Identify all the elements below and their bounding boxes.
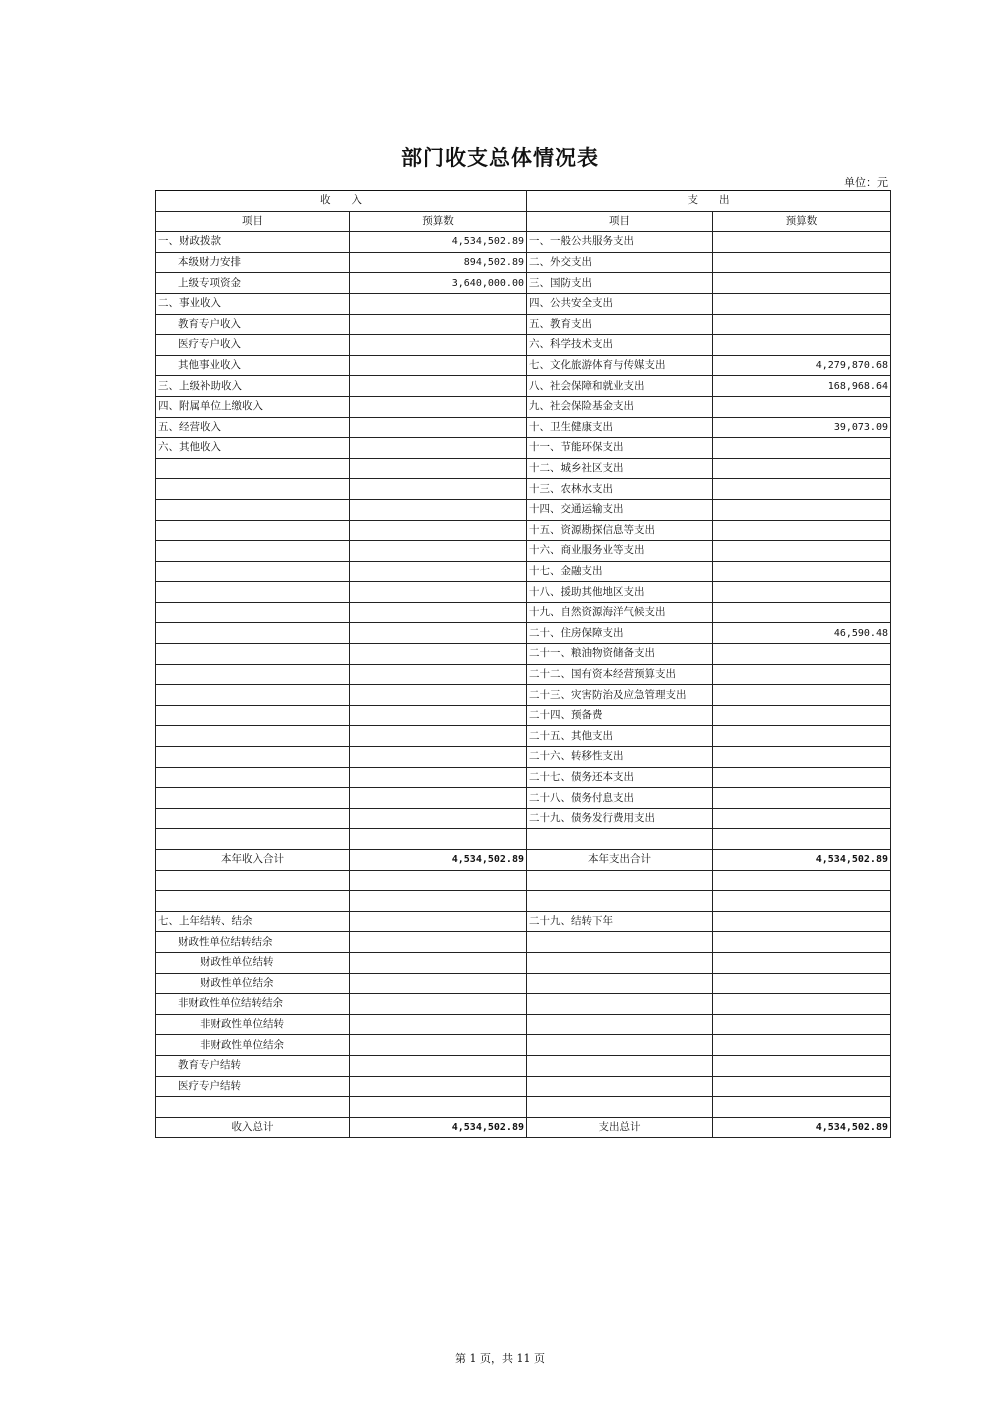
- income-budget-cell: [350, 1035, 527, 1056]
- table-row: [156, 438, 891, 459]
- page-title: 部门收支总体情况表: [401, 146, 599, 170]
- table-row: [156, 973, 891, 994]
- income-budget-cell: [350, 499, 527, 520]
- table-row: [156, 747, 891, 768]
- expense-item-cell: [527, 891, 713, 912]
- table-row: [156, 520, 891, 541]
- income-budget-cell: [350, 623, 527, 644]
- expense-item-cell: [527, 1055, 713, 1076]
- income-item-cell: 医疗专户收入: [156, 335, 350, 356]
- income-item-cell: [156, 808, 350, 829]
- income-item-cell: [156, 541, 350, 562]
- income-item-cell: [156, 891, 350, 912]
- expense-item-cell: [527, 1035, 713, 1056]
- income-item-cell: 教育专户结转: [156, 1055, 350, 1076]
- income-budget-cell: [350, 685, 527, 706]
- table-row: [156, 664, 891, 685]
- table-row: [156, 499, 891, 520]
- table-body: [156, 232, 891, 1138]
- income-budget-cell: [350, 808, 527, 829]
- table-row: [156, 644, 891, 665]
- income-budget-cell: [350, 602, 527, 623]
- income-budget-cell: [350, 417, 527, 438]
- table-row: [156, 376, 891, 397]
- expense-item-cell: 十、卫生健康支出: [527, 417, 713, 438]
- income-item-cell: [156, 602, 350, 623]
- table-row: [156, 726, 891, 747]
- income-item-cell: 二、事业收入: [156, 293, 350, 314]
- table-row: [156, 994, 891, 1015]
- expense-item-cell: 十八、援助其他地区支出: [527, 582, 713, 603]
- expense-item-cell: [527, 829, 713, 850]
- expense-budget-cell: 4,534,502.89: [713, 850, 891, 871]
- income-item-cell: 五、经营收入: [156, 417, 350, 438]
- income-item-cell: [156, 747, 350, 768]
- income-budget-cell: [350, 582, 527, 603]
- income-item-cell: [156, 685, 350, 706]
- income-item-cell: [156, 582, 350, 603]
- table-row: [156, 1097, 891, 1118]
- expense-item-cell: 二十三、灾害防治及应急管理支出: [527, 685, 713, 706]
- income-budget-cell: [350, 293, 527, 314]
- expense-budget-cell: [713, 994, 891, 1015]
- income-item-cell: [156, 705, 350, 726]
- income-item-cell: 六、其他收入: [156, 438, 350, 459]
- income-budget-cell: [350, 911, 527, 932]
- table-row: [156, 293, 891, 314]
- expense-item-cell: [527, 1076, 713, 1097]
- expense-item-cell: 二十、住房保障支出: [527, 623, 713, 644]
- expense-budget-cell: 4,279,870.68: [713, 355, 891, 376]
- income-item-cell: [156, 726, 350, 747]
- table-row: [156, 355, 891, 376]
- table-row: [156, 808, 891, 829]
- expense-item-header: 项目: [527, 211, 713, 232]
- expense-item-cell: 六、科学技术支出: [527, 335, 713, 356]
- income-item-cell: [156, 561, 350, 582]
- income-item-cell: [156, 623, 350, 644]
- expense-item-cell: 十七、金融支出: [527, 561, 713, 582]
- budget-table: [155, 190, 891, 1138]
- income-item-cell: 本级财力安排: [156, 252, 350, 273]
- income-budget-cell: 3,640,000.00: [350, 273, 527, 294]
- table-row: [156, 952, 891, 973]
- income-budget-cell: [350, 376, 527, 397]
- income-item-cell: [156, 458, 350, 479]
- expense-item-cell: 二十九、结转下年: [527, 911, 713, 932]
- expense-budget-cell: [713, 602, 891, 623]
- income-budget-cell: [350, 396, 527, 417]
- expense-budget-cell: [713, 499, 891, 520]
- expense-item-cell: 二十六、转移性支出: [527, 747, 713, 768]
- expense-item-cell: [527, 870, 713, 891]
- expense-item-cell: 十五、资源勘探信息等支出: [527, 520, 713, 541]
- table-row: [156, 1076, 891, 1097]
- table-row: [156, 335, 891, 356]
- expense-item-cell: 一、一般公共服务支出: [527, 232, 713, 253]
- table-row: [156, 273, 891, 294]
- expense-budget-cell: [713, 664, 891, 685]
- expense-budget-cell: [713, 1035, 891, 1056]
- income-budget-cell: [350, 355, 527, 376]
- expense-item-cell: 二十九、债务发行费用支出: [527, 808, 713, 829]
- expense-budget-cell: [713, 458, 891, 479]
- table-row: [156, 870, 891, 891]
- group-header-row: [156, 191, 891, 212]
- income-budget-cell: [350, 561, 527, 582]
- table-row: [156, 252, 891, 273]
- income-budget-cell: [350, 664, 527, 685]
- income-item-cell: 上级专项资金: [156, 273, 350, 294]
- expense-item-cell: 九、社会保险基金支出: [527, 396, 713, 417]
- expense-item-cell: [527, 1014, 713, 1035]
- income-budget-cell: [350, 747, 527, 768]
- income-budget-cell: [350, 1055, 527, 1076]
- income-item-cell: [156, 1097, 350, 1118]
- income-budget-cell: [350, 1014, 527, 1035]
- expense-item-cell: [527, 952, 713, 973]
- income-item-cell: [156, 664, 350, 685]
- expense-item-cell: 十六、商业服务业等支出: [527, 541, 713, 562]
- income-budget-cell: 4,534,502.89: [350, 232, 527, 253]
- expense-item-cell: 二十四、预备费: [527, 705, 713, 726]
- expense-item-cell: 十三、农林水支出: [527, 479, 713, 500]
- table-row: [156, 1035, 891, 1056]
- column-header-row: [156, 211, 891, 232]
- table-row: [156, 417, 891, 438]
- income-budget-cell: [350, 644, 527, 665]
- unit-label: 单位：元: [844, 176, 888, 189]
- table-row: [156, 767, 891, 788]
- expense-budget-cell: [713, 520, 891, 541]
- table-row: [156, 911, 891, 932]
- expense-item-cell: 二十一、粮油物资储备支出: [527, 644, 713, 665]
- table-row: [156, 829, 891, 850]
- expense-budget-cell: [713, 1097, 891, 1118]
- income-item-cell: 本年收入合计: [156, 850, 350, 871]
- expense-item-cell: 本年支出合计: [527, 850, 713, 871]
- expense-budget-cell: [713, 808, 891, 829]
- income-budget-cell: 4,534,502.89: [350, 850, 527, 871]
- income-item-cell: 非财政性单位结转: [156, 1014, 350, 1035]
- table-row: [156, 1014, 891, 1035]
- expense-budget-cell: [713, 252, 891, 273]
- expense-item-cell: 二、外交支出: [527, 252, 713, 273]
- table-row: [156, 561, 891, 582]
- expense-budget-cell: [713, 293, 891, 314]
- expense-budget-cell: [713, 273, 891, 294]
- total-row: [156, 850, 891, 871]
- expense-budget-cell: [713, 870, 891, 891]
- table-row: [156, 623, 891, 644]
- expense-item-cell: [527, 932, 713, 953]
- income-item-cell: [156, 499, 350, 520]
- table-row: [156, 602, 891, 623]
- income-budget-cell: [350, 705, 527, 726]
- income-item-cell: 七、上年结转、结余: [156, 911, 350, 932]
- expense-item-cell: [527, 994, 713, 1015]
- expense-budget-cell: [713, 788, 891, 809]
- expense-group-header: 支 出: [527, 191, 891, 212]
- expense-budget-header: 预算数: [713, 211, 891, 232]
- income-item-cell: 非财政性单位结余: [156, 1035, 350, 1056]
- table-row: [156, 932, 891, 953]
- table-row: [156, 458, 891, 479]
- income-budget-cell: [350, 994, 527, 1015]
- income-item-cell: [156, 829, 350, 850]
- expense-budget-cell: [713, 726, 891, 747]
- table-row: [156, 582, 891, 603]
- expense-budget-cell: 39,073.09: [713, 417, 891, 438]
- income-item-cell: [156, 788, 350, 809]
- income-budget-cell: [350, 973, 527, 994]
- expense-budget-cell: [713, 829, 891, 850]
- expense-item-cell: [527, 1097, 713, 1118]
- expense-item-cell: [527, 973, 713, 994]
- total-row: [156, 1117, 891, 1138]
- income-group-header: 收 入: [156, 191, 527, 212]
- expense-item-cell: 十一、节能环保支出: [527, 438, 713, 459]
- page-footer: 第 1 页，共 11 页: [455, 1352, 545, 1365]
- income-item-cell: 财政性单位结转: [156, 952, 350, 973]
- income-item-cell: 三、上级补助收入: [156, 376, 350, 397]
- income-item-cell: 非财政性单位结转结余: [156, 994, 350, 1015]
- income-item-cell: 四、附属单位上缴收入: [156, 396, 350, 417]
- income-item-cell: [156, 870, 350, 891]
- table-row: [156, 685, 891, 706]
- expense-budget-cell: [713, 561, 891, 582]
- expense-budget-cell: [713, 973, 891, 994]
- expense-item-cell: 十二、城乡社区支出: [527, 458, 713, 479]
- expense-budget-cell: 168,968.64: [713, 376, 891, 397]
- income-budget-cell: [350, 1076, 527, 1097]
- expense-item-cell: 二十五、其他支出: [527, 726, 713, 747]
- income-budget-cell: [350, 952, 527, 973]
- expense-item-cell: 四、公共安全支出: [527, 293, 713, 314]
- income-item-header: 项目: [156, 211, 350, 232]
- expense-budget-cell: [713, 891, 891, 912]
- expense-item-cell: 二十七、债务还本支出: [527, 767, 713, 788]
- expense-budget-cell: [713, 932, 891, 953]
- income-budget-cell: [350, 438, 527, 459]
- income-item-cell: [156, 479, 350, 500]
- income-item-cell: 财政性单位结转结余: [156, 932, 350, 953]
- income-item-cell: 其他事业收入: [156, 355, 350, 376]
- expense-item-cell: 二十八、债务付息支出: [527, 788, 713, 809]
- expense-budget-cell: 46,590.48: [713, 623, 891, 644]
- expense-budget-cell: [713, 705, 891, 726]
- table-row: [156, 314, 891, 335]
- expense-budget-cell: [713, 314, 891, 335]
- table-row: [156, 705, 891, 726]
- table-row: [156, 891, 891, 912]
- income-budget-cell: [350, 314, 527, 335]
- expense-budget-cell: [713, 644, 891, 665]
- income-item-cell: 财政性单位结余: [156, 973, 350, 994]
- income-budget-cell: [350, 891, 527, 912]
- income-budget-cell: [350, 932, 527, 953]
- expense-budget-cell: 4,534,502.89: [713, 1117, 891, 1138]
- income-budget-cell: [350, 541, 527, 562]
- expense-budget-cell: [713, 911, 891, 932]
- income-budget-header: 预算数: [350, 211, 527, 232]
- table-row: [156, 1055, 891, 1076]
- income-budget-cell: [350, 726, 527, 747]
- income-item-cell: 收入总计: [156, 1117, 350, 1138]
- expense-budget-cell: [713, 335, 891, 356]
- expense-budget-cell: [713, 1014, 891, 1035]
- expense-budget-cell: [713, 952, 891, 973]
- expense-budget-cell: [713, 582, 891, 603]
- expense-budget-cell: [713, 1055, 891, 1076]
- expense-budget-cell: [713, 767, 891, 788]
- expense-budget-cell: [713, 438, 891, 459]
- expense-budget-cell: [713, 747, 891, 768]
- table-row: [156, 788, 891, 809]
- income-item-cell: 教育专户收入: [156, 314, 350, 335]
- table-row: [156, 541, 891, 562]
- expense-budget-cell: [713, 232, 891, 253]
- expense-budget-cell: [713, 685, 891, 706]
- income-item-cell: 医疗专户结转: [156, 1076, 350, 1097]
- income-budget-cell: [350, 767, 527, 788]
- expense-budget-cell: [713, 396, 891, 417]
- income-item-cell: [156, 520, 350, 541]
- income-budget-cell: [350, 458, 527, 479]
- income-budget-cell: [350, 335, 527, 356]
- expense-item-cell: 三、国防支出: [527, 273, 713, 294]
- income-item-cell: [156, 644, 350, 665]
- expense-item-cell: 支出总计: [527, 1117, 713, 1138]
- expense-item-cell: 十四、交通运输支出: [527, 499, 713, 520]
- expense-budget-cell: [713, 541, 891, 562]
- income-budget-cell: 894,502.89: [350, 252, 527, 273]
- income-budget-cell: [350, 520, 527, 541]
- income-budget-cell: [350, 870, 527, 891]
- income-item-cell: 一、财政拨款: [156, 232, 350, 253]
- expense-budget-cell: [713, 1076, 891, 1097]
- expense-item-cell: 五、教育支出: [527, 314, 713, 335]
- income-item-cell: [156, 767, 350, 788]
- income-budget-cell: [350, 479, 527, 500]
- income-budget-cell: [350, 788, 527, 809]
- income-budget-cell: [350, 1097, 527, 1118]
- expense-item-cell: 十九、自然资源海洋气候支出: [527, 602, 713, 623]
- table-row: [156, 232, 891, 253]
- expense-item-cell: 二十二、国有资本经营预算支出: [527, 664, 713, 685]
- table-row: [156, 396, 891, 417]
- income-budget-cell: 4,534,502.89: [350, 1117, 527, 1138]
- table-row: [156, 479, 891, 500]
- expense-item-cell: 八、社会保障和就业支出: [527, 376, 713, 397]
- expense-budget-cell: [713, 479, 891, 500]
- income-budget-cell: [350, 829, 527, 850]
- expense-item-cell: 七、文化旅游体育与传媒支出: [527, 355, 713, 376]
